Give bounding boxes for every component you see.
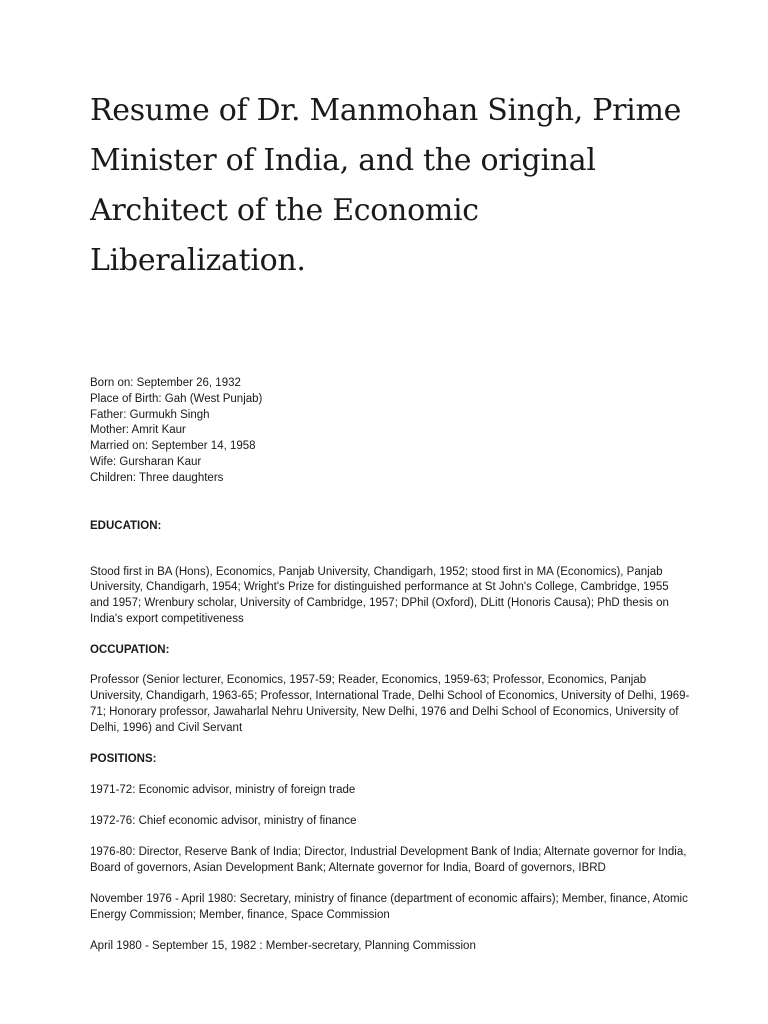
personal-details	[90, 376, 690, 487]
occupation-text: Professor (Senior lecturer, Economics, 1957-59; Reader, Economics, 1959-63; Professor, Economics, Panjab University, Chandigarh, 1963-65; Professor, International Trade, Delhi School of Economics, University of Delhi, 1969-71; Honorary professor, Jawaharlal Nehru University, New Delhi, 1976 and Delhi School of Economics, University of Delhi, 1996) and Civil Servant	[90, 674, 690, 734]
document-title: Resume of Dr. Manmohan Singh, Prime Minister of India, and the original Architect of the Economic Liberalization.	[90, 93, 682, 278]
personal-line: Born on: September 26, 1932	[90, 377, 241, 389]
position-item: November 1976 - April 1980: Secretary, ministry of finance (department of economic affairs); Member, finance, Atomic Energy Commission; Member, finance, Space Commission	[90, 893, 688, 921]
occupation-heading: OCCUPATION:	[90, 644, 170, 657]
personal-line: Children: Three daughters	[90, 471, 224, 484]
personal-line: Wife: Gursharan Kaur	[90, 455, 202, 468]
position-item: April 1980 - September 15, 1982 : Member-secretary, Planning Commission	[90, 939, 476, 952]
document-page	[90, 86, 690, 955]
education-heading: EDUCATION:	[90, 519, 162, 532]
education-text: Stood first in BA (Hons), Economics, Panjab University, Chandigarh, 1952; stood first in MA (Economics), Panjab University, Chandigarh, 1954; Wright's Prize for distinguished performance at St John's College, Cambridge, 1955 and 1957; Wrenbury scholar, University of Cambridge, 1957; DPhil (Oxford), DLitt (Honoris Causa); PhD thesis on India's export competitiveness	[90, 565, 669, 625]
position-item: 1972-76: Chief economic advisor, ministry of finance	[90, 814, 357, 827]
position-item: 1971-72: Economic advisor, ministry of foreign trade	[90, 783, 356, 796]
positions-heading: POSITIONS:	[90, 753, 157, 766]
personal-line: Father: Gurmukh Singh	[90, 408, 210, 421]
personal-line: Mother: Amrit Kaur	[90, 424, 186, 437]
personal-line: Married on: September 14, 1958	[90, 440, 256, 453]
personal-line: Place of Birth: Gah (West Punjab)	[90, 392, 263, 405]
position-item: 1976-80: Director, Reserve Bank of India; Director, Industrial Development Bank of India; Alternate governor for India, Board of governors, Asian Development Bank; Alternate governor for India, Board of governors, IBRD	[90, 846, 687, 874]
